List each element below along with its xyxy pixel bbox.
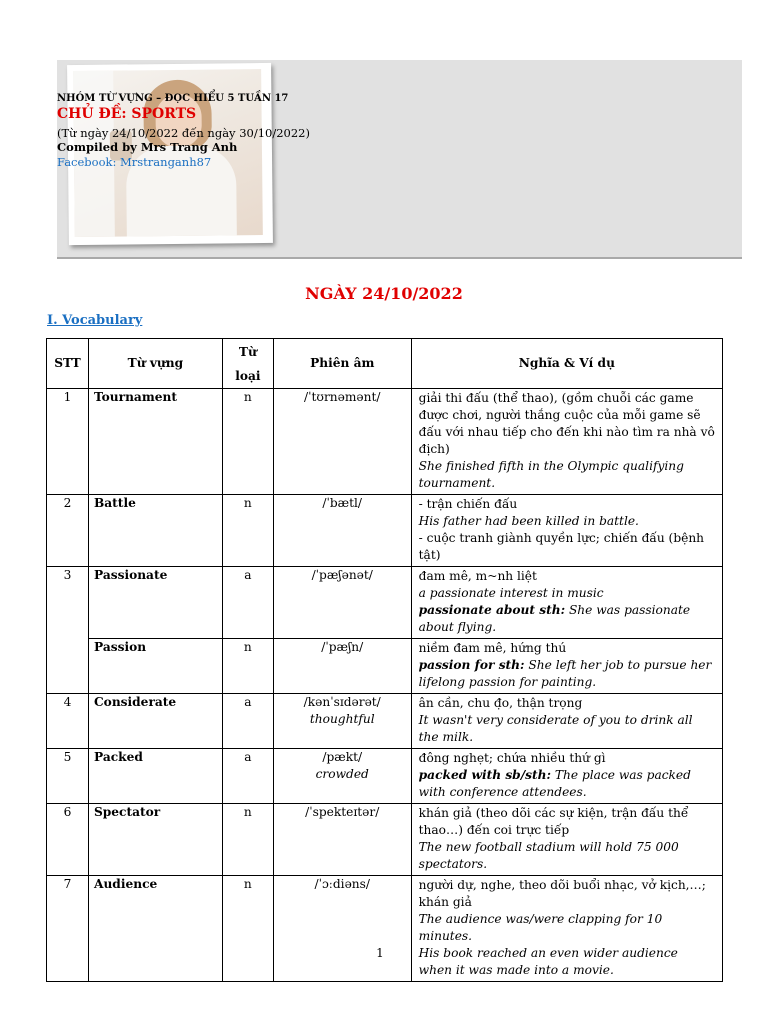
row-word: Battle [88,495,222,567]
phrase-text: packed with sb/sth: [418,768,551,782]
row-ipa: /ˈɔːdiəns/ [273,876,411,982]
row-stt: 2 [47,495,89,567]
table-row [47,694,723,749]
row-ipa: /ˈspekteɪtər/ [273,804,411,876]
table-row [47,749,723,804]
row-word: Passionate [88,567,222,639]
compiled-by: Compiled by Mrs Trang Anh [57,140,238,154]
table-row [47,495,723,567]
example-text-2: His book reached an even wider audience when it was made into a movie. [418,946,678,977]
row-meaning [411,389,722,495]
row-word: Passion [88,639,222,694]
example-text: a passionate interest in music [418,586,604,600]
row-ipa: /ˈpæʃn/ [273,639,411,694]
row-word: Spectator [88,804,222,876]
row-pos: n [222,639,273,694]
row-word: Considerate [88,694,222,749]
row-ipa [273,749,411,804]
row-pos: n [222,804,273,876]
row-pos: a [222,749,273,804]
row-meaning [411,495,722,567]
table-row [47,567,723,639]
row-pos: n [222,389,273,495]
table-row [47,639,723,694]
meaning-text: - trận chiến đấu [418,497,518,511]
table-row [47,389,723,495]
row-word: Audience [88,876,222,982]
phrase-example: She left her job to pursue her lifelong passion for painting. [418,658,712,689]
example-text: The new football stadium will hold 75 000 spectators. [418,840,679,871]
row-stt: 5 [47,749,89,804]
row-meaning [411,749,722,804]
row-ipa [273,694,411,749]
meaning-text-2: - cuộc tranh giành quyền lực; chiến đấu (bệnh tật) [418,531,705,562]
row-stt: 1 [47,389,89,495]
date-range: (Từ ngày 24/10/2022 đến ngày 30/10/2022) [57,126,310,140]
row-ipa: /ˈtʊrnəmənt/ [273,389,411,495]
example-text: It wasn't very considerate of you to drink all the milk. [418,713,693,744]
row-ipa: /ˈbætl/ [273,495,411,567]
row-meaning [411,804,722,876]
meaning-text: đam mê, m~nh liệt [418,569,537,583]
header-ipa: Phiên âm [273,339,411,389]
synonym-text: thoughtful [309,712,375,726]
day-title: NGÀY 24/10/2022 [305,284,463,303]
row-word: Packed [88,749,222,804]
row-stt: 3 [47,567,89,694]
facebook-link[interactable]: Facebook: Mrstranganh87 [57,155,212,169]
row-ipa: /ˈpæʃənət/ [273,567,411,639]
row-meaning [411,639,722,694]
header-stt: STT [47,339,89,389]
table-header-row [47,339,723,389]
phrase-example: The place was packed with conference attendees. [418,768,691,799]
meaning-text: ân cần, chu đ̣o, thận trọng [418,696,583,710]
row-meaning [411,567,722,639]
row-stt: 6 [47,804,89,876]
example-text: She finished fifth in the Olympic qualifying tournament. [418,459,684,490]
row-pos: a [222,567,273,639]
topic-title: CHỦ ĐỀ: SPORTS [57,106,197,122]
page-number: 1 [376,946,384,960]
vocabulary-table [46,338,723,982]
section-heading-vocabulary[interactable]: I. Vocabulary [47,313,143,328]
meaning-text: niềm đam mê, hứng thú [418,641,567,655]
row-meaning [411,694,722,749]
header-photo [67,63,273,245]
synonym-text: crowded [315,767,369,781]
phrase-text: passionate about sth: [418,603,566,617]
phrase-text: passion for sth: [418,658,525,672]
table-row [47,804,723,876]
meaning-text: người dự, nghe, theo dõi buổi nhạc, vở kịch,…; khán giả [418,878,706,909]
example-text: The audience was/were clapping for 10 minutes. [418,912,663,943]
row-word: Tournament [88,389,222,495]
row-pos: n [222,876,273,982]
phrase-example: She was passionate about flying. [418,603,691,634]
ipa-text: /pækt/ [322,750,363,764]
meaning-text: giải thi đấu (thể thao), (gồm chuỗi các game được chơi, người thắng cuộc của mỗi game sẽ đấu với nhau tiếp cho đến khi nào tìm ra nhà vô địch) [418,391,715,456]
header-word: Từ vựng [88,339,222,389]
row-meaning [411,876,722,982]
row-pos: n [222,495,273,567]
row-pos: a [222,694,273,749]
header-meaning: Nghĩa & Ví dụ [411,339,722,389]
meaning-text: khán giả (theo dõi các sự kiện, trận đấu thể thao…) đến coi trực tiếp [418,806,689,837]
meaning-text: đông nghẹt; chứa nhiều thứ gì [418,751,606,765]
table-row [47,876,723,982]
header-pos: Từ loại [222,339,273,389]
row-stt: 4 [47,694,89,749]
header-group-title: NHÓM TỪ VỰNG – ĐỌC HIỂU 5 TUẦN 17 [57,93,289,104]
example-text: His father had been killed in battle. [418,514,639,528]
row-stt: 7 [47,876,89,982]
ipa-text: /kənˈsɪdərət/ [303,695,381,709]
